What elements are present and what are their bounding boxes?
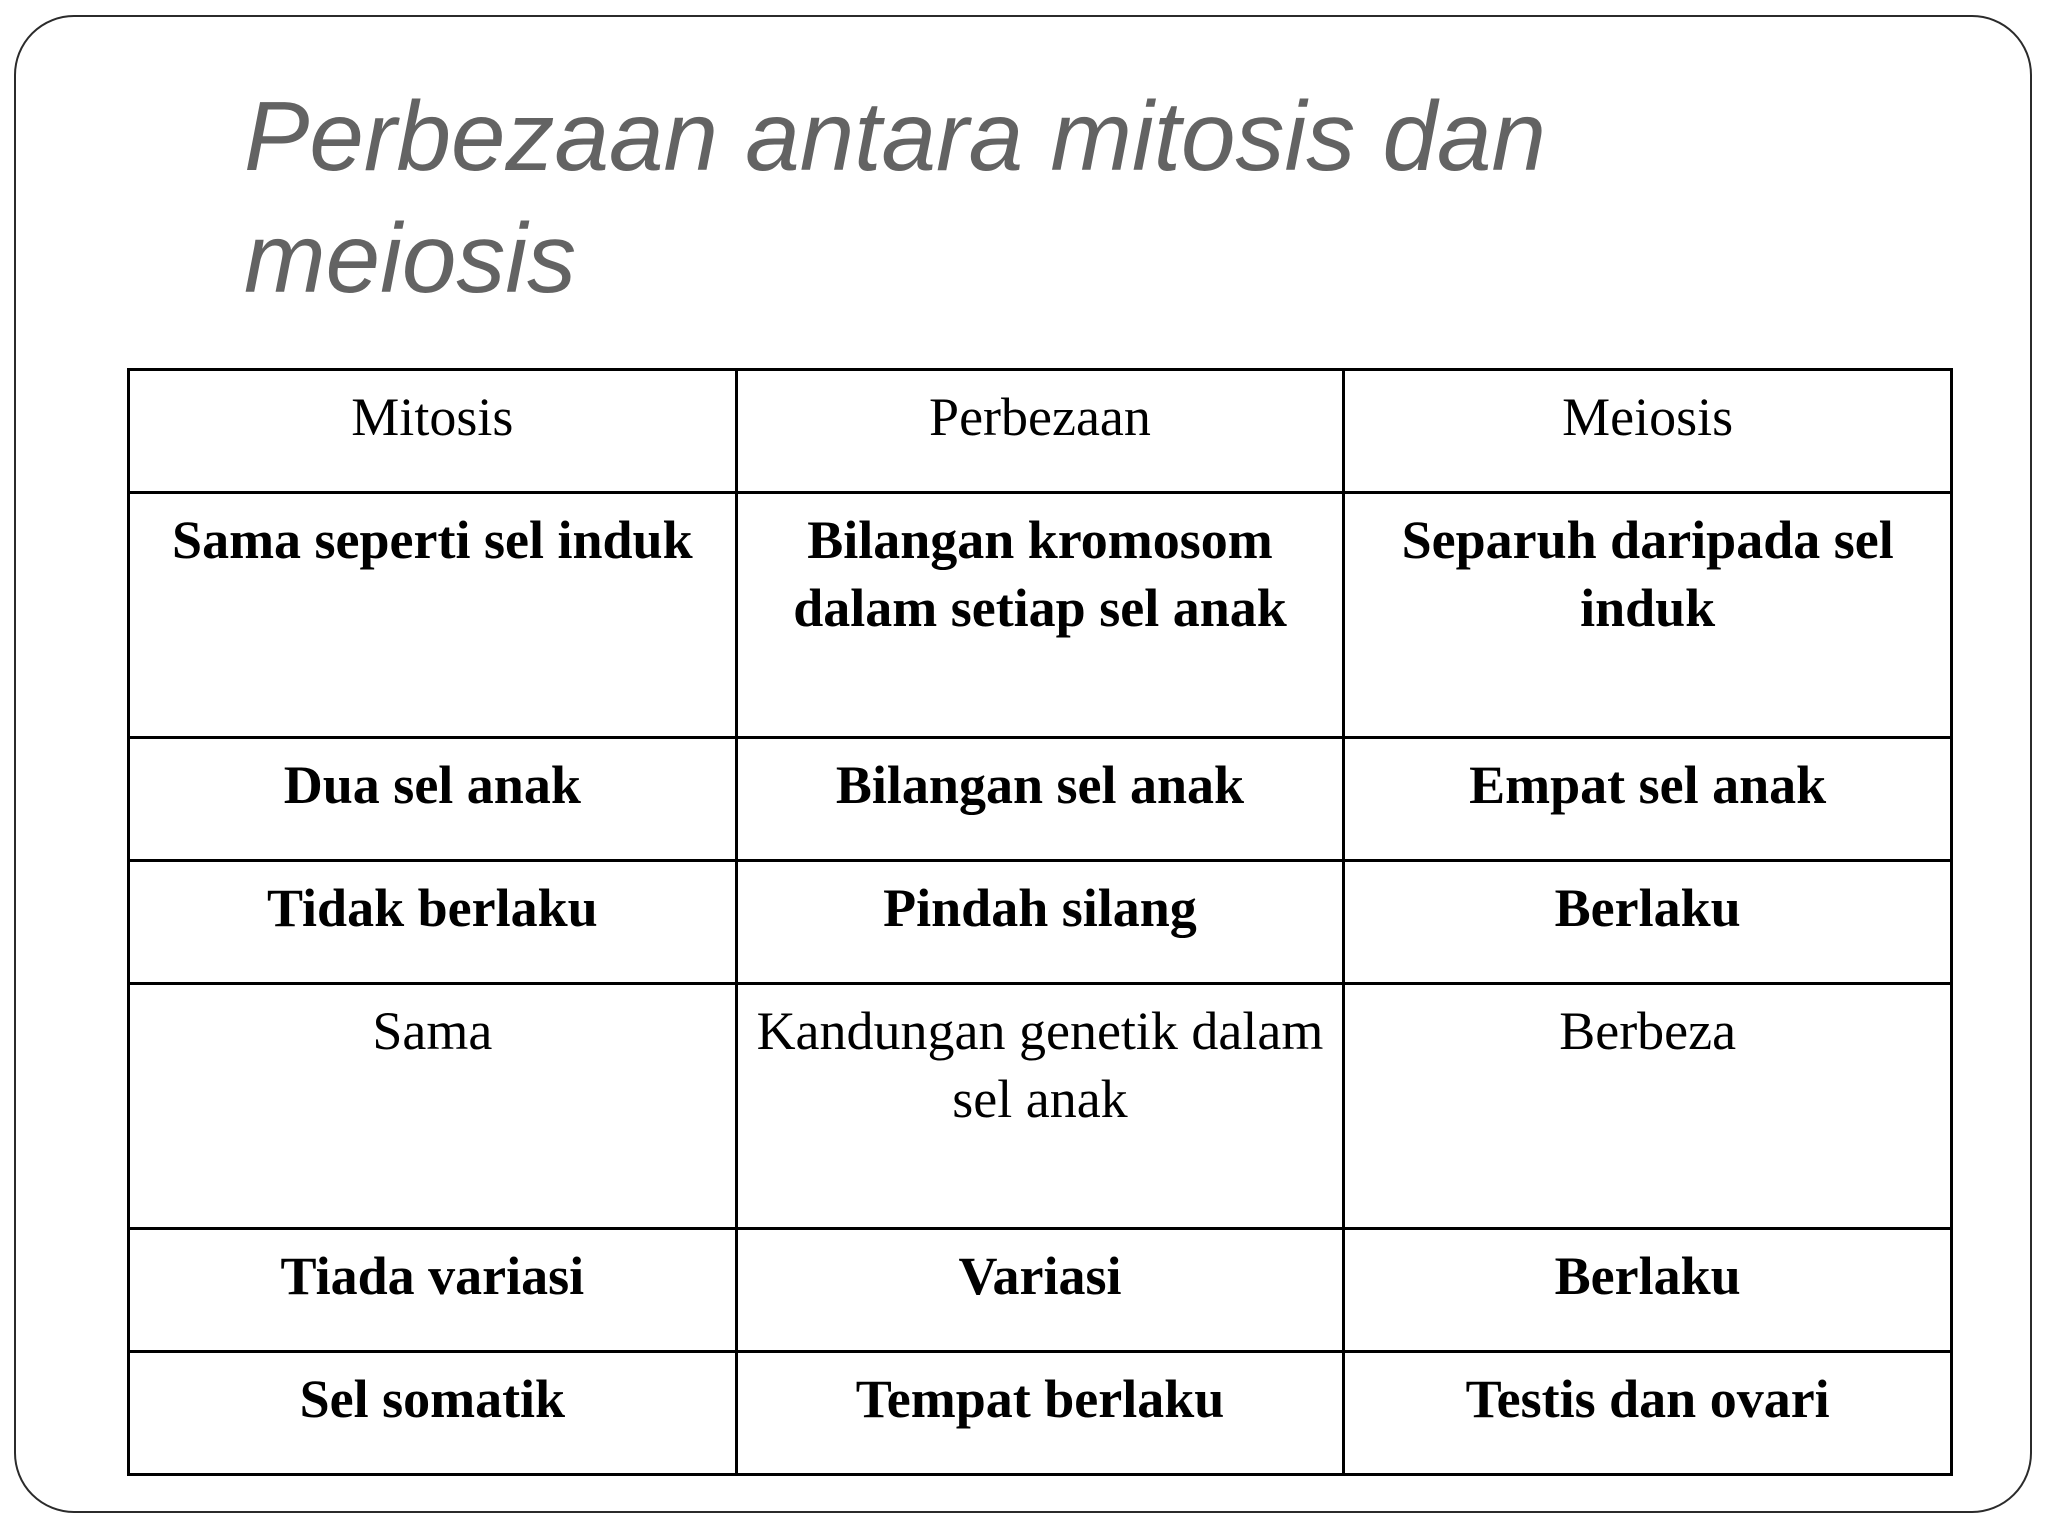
cell-mitosis: Sama (129, 984, 737, 1229)
cell-meiosis: Berlaku (1344, 1229, 1952, 1352)
cell-perbezaan: Bilangan kromosom dalam setiap sel anak (736, 493, 1344, 738)
table-row (129, 1229, 1952, 1352)
header-perbezaan: Perbezaan (736, 370, 1344, 493)
slide-title (244, 75, 1944, 319)
cell-perbezaan: Pindah silang (736, 861, 1344, 984)
cell-perbezaan: Tempat berlaku (736, 1352, 1344, 1475)
cell-mitosis: Tidak berlaku (129, 861, 737, 984)
cell-mitosis: Sel somatik (129, 1352, 737, 1475)
cell-meiosis: Berlaku (1344, 861, 1952, 984)
cell-mitosis: Sama seperti sel induk (129, 493, 737, 738)
cell-mitosis: Tiada variasi (129, 1229, 737, 1352)
table-row (129, 738, 1952, 861)
cell-perbezaan: Kandungan genetik dalam sel anak (736, 984, 1344, 1229)
cell-mitosis: Dua sel anak (129, 738, 737, 861)
cell-meiosis: Empat sel anak (1344, 738, 1952, 861)
comparison-table (127, 368, 1953, 1476)
cell-meiosis: Separuh daripada sel induk (1344, 493, 1952, 738)
cell-perbezaan: Variasi (736, 1229, 1344, 1352)
header-meiosis: Meiosis (1344, 370, 1952, 493)
slide-title-line-2: meiosis (244, 203, 577, 313)
table-row (129, 493, 1952, 738)
table-row (129, 1352, 1952, 1475)
cell-meiosis: Testis dan ovari (1344, 1352, 1952, 1475)
table-row (129, 984, 1952, 1229)
cell-perbezaan: Bilangan sel anak (736, 738, 1344, 861)
table-row (129, 861, 1952, 984)
cell-meiosis: Berbeza (1344, 984, 1952, 1229)
header-mitosis: Mitosis (129, 370, 737, 493)
slide-title-line-1: Perbezaan antara mitosis dan (244, 81, 1546, 191)
table-header-row (129, 370, 1952, 493)
